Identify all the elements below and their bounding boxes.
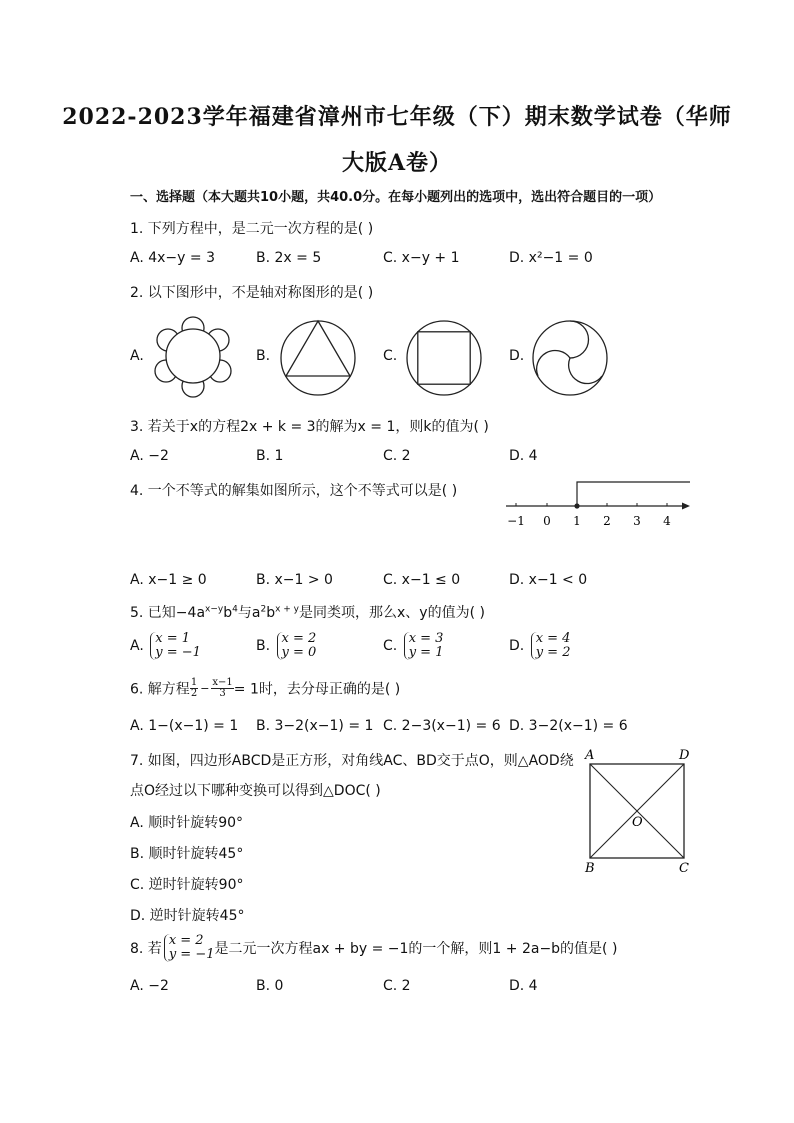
- q2-label-b: B.: [256, 348, 271, 364]
- q5-system-a: x = 1 y = −1: [150, 632, 201, 660]
- q3-stem: 3. 若关于x的方程2x + k = 3的解为x = 1，则k的值为( ): [130, 419, 489, 435]
- q5-stem-post: 是同类项，那么x、y的值为( ): [299, 605, 485, 621]
- q4-option-c: C. x−1 ≤ 0: [383, 572, 461, 588]
- section-header: 一、选择题（本大题共10小题，共40.0分。在每小题列出的选项中，选出符合题目的一项）: [130, 190, 662, 205]
- point-d-label: D: [679, 748, 690, 763]
- exam-title-line2: 大版A卷）: [341, 150, 453, 176]
- q3-option-d: D. 4: [509, 448, 538, 464]
- q5-label-c: C.: [383, 638, 398, 654]
- q8-stem: [130, 934, 617, 962]
- solid-point: [574, 503, 579, 508]
- q7-stem-line2: 点O经过以下哪种变换可以得到△DOC( ): [130, 783, 381, 799]
- q7-stem-line1: 7. 如图，四边形ABCD是正方形，对角线AC、BD交于点O，则△AOD绕: [130, 753, 574, 769]
- tick-label: 3: [633, 514, 641, 528]
- q5-mid2: 与a: [237, 605, 261, 621]
- q6-option-b: B. 3−2(x−1) = 1: [256, 718, 374, 734]
- q6-option-d: D. 3−2(x−1) = 6: [509, 718, 628, 734]
- q5-system-b: x = 2 y = 0: [277, 632, 317, 660]
- flower-figure: [148, 316, 238, 400]
- circle-swirl-figure: [530, 318, 610, 398]
- q7-option-b: B. 顺时针旋转45°: [130, 846, 244, 862]
- q7-option-c: C. 逆时针旋转90°: [130, 877, 244, 893]
- q8-option-d: D. 4: [509, 978, 538, 994]
- q8-stem-pre: 8. 若: [130, 941, 162, 957]
- q5-stem-pre: 5. 已知−4a: [130, 605, 206, 621]
- point-c-label: C: [679, 861, 689, 876]
- q5-system-c: x = 3 y = 1: [404, 632, 444, 660]
- solution-ray: [577, 482, 690, 506]
- q3-option-c: C. 2: [383, 448, 411, 464]
- q1-stem: 1. 下列方程中，是二元一次方程的是( ): [130, 221, 374, 237]
- q5-label-d: D.: [509, 638, 525, 654]
- tick-label: 4: [663, 514, 671, 528]
- q5-label-b: B.: [256, 638, 271, 654]
- q5-exp1: x−y: [205, 604, 224, 615]
- q8-option-c: C. 2: [383, 978, 411, 994]
- q5-system-d: x = 4 y = 2: [531, 632, 571, 660]
- q6-stem-pre: 6. 解方程: [130, 681, 190, 698]
- q1-option-c: C. x−y + 1: [383, 250, 460, 266]
- circle-triangle-figure: [278, 318, 358, 398]
- exam-title-line1: 2022-2023学年福建省漳州市七年级（下）期末数学试卷（华师: [62, 104, 732, 130]
- q2-stem: 2. 以下图形中，不是轴对称图形的是( ): [130, 285, 374, 301]
- q1-option-a: A. 4x−y = 3: [130, 250, 215, 266]
- q7-option-d: D. 逆时针旋转45°: [130, 908, 245, 924]
- q5-option-d: [509, 632, 570, 660]
- q5-label-a: A.: [130, 638, 144, 654]
- q5-exp4: x + y: [275, 604, 299, 615]
- circle-square-figure: [404, 318, 484, 398]
- point-o-label: O: [632, 815, 643, 830]
- q2-label-a: A.: [130, 348, 144, 364]
- tick-label: 2: [603, 514, 611, 528]
- q5-exp3: 2: [260, 604, 267, 615]
- q5-option-b: [256, 632, 316, 660]
- number-line-arrowhead: [682, 503, 690, 510]
- q7-option-a: A. 顺时针旋转90°: [130, 815, 244, 831]
- q6-fraction-2: $\frac{x-1}{3}$: [212, 677, 233, 699]
- square-abcd-figure: [578, 744, 698, 878]
- q5-option-c: [383, 632, 443, 660]
- q6-stem-post: = 1时，去分母正确的是( ): [233, 681, 401, 698]
- q2-label-d: D.: [509, 348, 525, 364]
- q5-option-a: [130, 632, 201, 660]
- q4-option-a: A. x−1 ≥ 0: [130, 572, 207, 588]
- tick-label: 1: [573, 514, 581, 528]
- q8-stem-post: 是二元一次方程ax + by = −1的一个解，则1 + 2a−b的值是( ): [214, 941, 618, 957]
- q1-option-b: B. 2x = 5: [256, 250, 322, 266]
- q4-option-b: B. x−1 > 0: [256, 572, 333, 588]
- q5-mid: b: [223, 605, 233, 621]
- tick-label: 0: [543, 514, 551, 528]
- number-line: [500, 474, 694, 534]
- q5-mid3: b: [266, 605, 276, 621]
- point-a-label: A: [585, 748, 595, 763]
- q6-fraction-1: $\frac{1}{2}$: [190, 677, 198, 699]
- tick-label: −1: [507, 514, 525, 528]
- q5-exp2: 4: [232, 604, 238, 615]
- point-b-label: B: [585, 861, 595, 876]
- q4-option-d: D. x−1 < 0: [509, 572, 588, 588]
- q6-stem: [130, 678, 400, 699]
- q8-option-a: A. −2: [130, 978, 169, 994]
- q3-option-b: B. 1: [256, 448, 284, 464]
- q6-option-a: A. 1−(x−1) = 1: [130, 718, 239, 734]
- q2-label-c: C.: [383, 348, 398, 364]
- q3-option-a: A. −2: [130, 448, 169, 464]
- q5-stem: [130, 602, 485, 622]
- q6-option-c: C. 2−3(x−1) = 6: [383, 718, 501, 734]
- q6-minus: −: [200, 682, 210, 695]
- q8-system: x = 2 y = −1: [164, 934, 215, 962]
- q8-option-b: B. 0: [256, 978, 284, 994]
- q4-stem: 4. 一个不等式的解集如图所示，这个不等式可以是( ): [130, 483, 458, 499]
- q1-option-d: D. x²−1 = 0: [509, 250, 593, 266]
